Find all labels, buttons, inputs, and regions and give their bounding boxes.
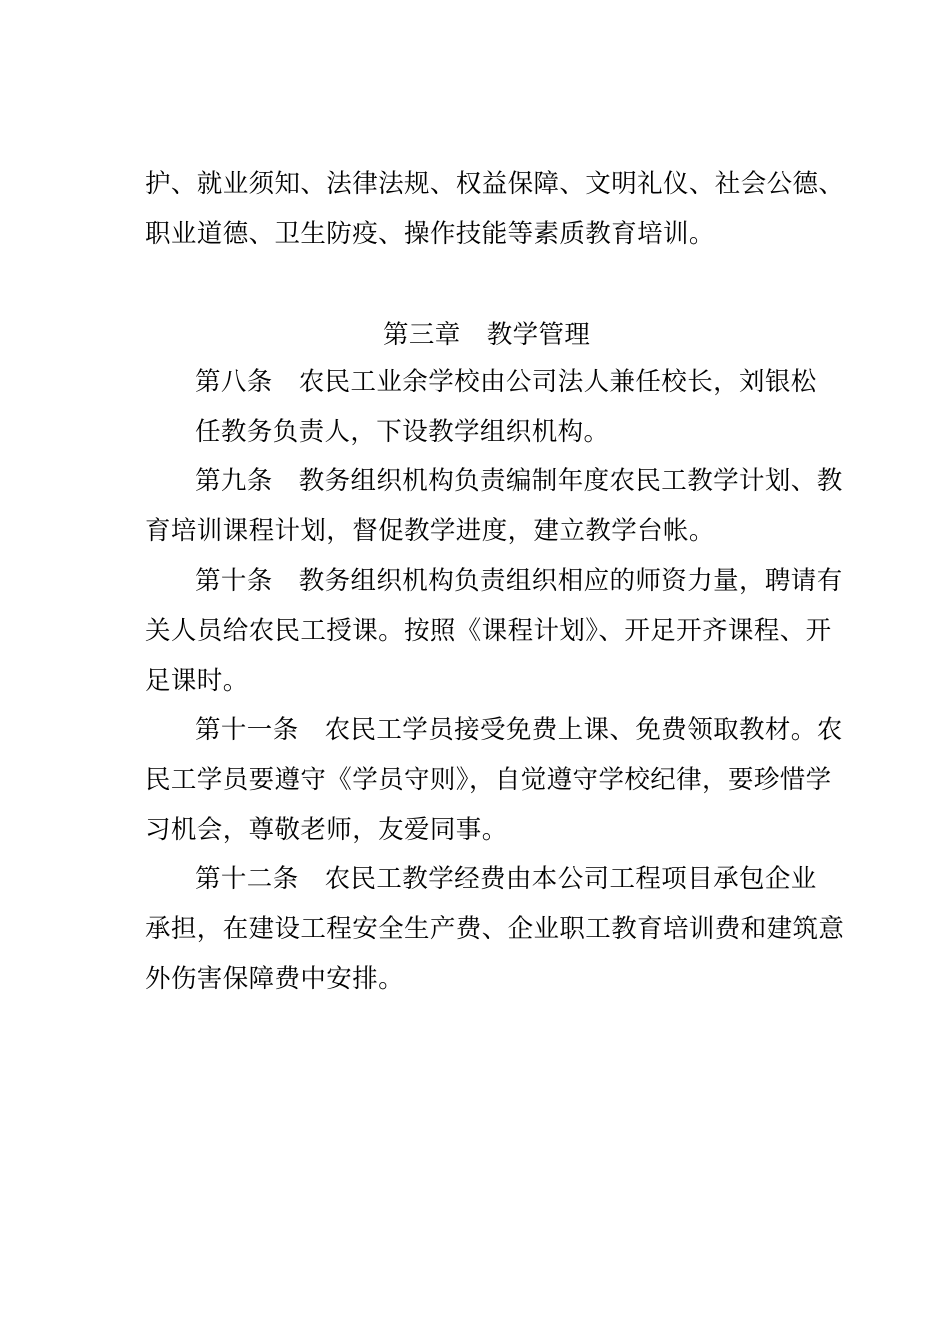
article-text: 农民工业余学校由公司法人兼任校长，刘银松 <box>298 367 817 397</box>
chapter-title: 教学管理 <box>486 320 591 350</box>
article-11-line <box>195 713 843 747</box>
article-text: 农民工教学经费由本公司工程项目承包企业 <box>324 864 817 894</box>
article-11-line: 习机会，尊敬老师，友爱同事。 <box>145 815 508 845</box>
chapter-number: 第三章 <box>383 320 461 350</box>
paragraph-line: 职业道德、卫生防疫、操作技能等素质教育培训。 <box>145 219 715 249</box>
article-8-line <box>195 365 817 399</box>
article-9-line <box>195 464 843 498</box>
article-10-line: 足课时。 <box>145 666 249 696</box>
chapter-heading <box>383 318 590 352</box>
paragraph-line: 护、就业须知、法律法规、权益保障、文明礼仪、社会公德、 <box>145 169 845 199</box>
article-text: 教务组织机构负责编制年度农民工教学计划、教 <box>298 466 843 496</box>
article-12-line <box>195 862 817 896</box>
article-label: 第八条 <box>195 367 273 397</box>
article-12-line: 承担，在建设工程安全生产费、企业职工教育培训费和建筑意 <box>145 914 845 944</box>
article-label: 第十二条 <box>195 864 299 894</box>
article-9-line: 育培训课程计划，督促教学进度，建立教学台帐。 <box>145 516 715 546</box>
article-text: 教务组织机构负责组织相应的师资力量，聘请有 <box>298 566 843 596</box>
article-11-line: 民工学员要遵守《学员守则》，自觉遵守学校纪律，要珍惜学 <box>145 765 832 795</box>
article-10-line: 关人员给农民工授课。按照《课程计划》、开足开齐课程、开 <box>145 616 832 646</box>
article-label: 第九条 <box>195 466 273 496</box>
article-10-line <box>195 564 843 598</box>
article-12-line: 外伤害保障费中安排。 <box>145 964 405 994</box>
article-text: 农民工学员接受免费上课、免费领取教材。农 <box>324 715 843 745</box>
article-8-line: 任教务负责人，下设教学组织机构。 <box>195 417 610 447</box>
article-label: 第十一条 <box>195 715 299 745</box>
article-label: 第十条 <box>195 566 273 596</box>
